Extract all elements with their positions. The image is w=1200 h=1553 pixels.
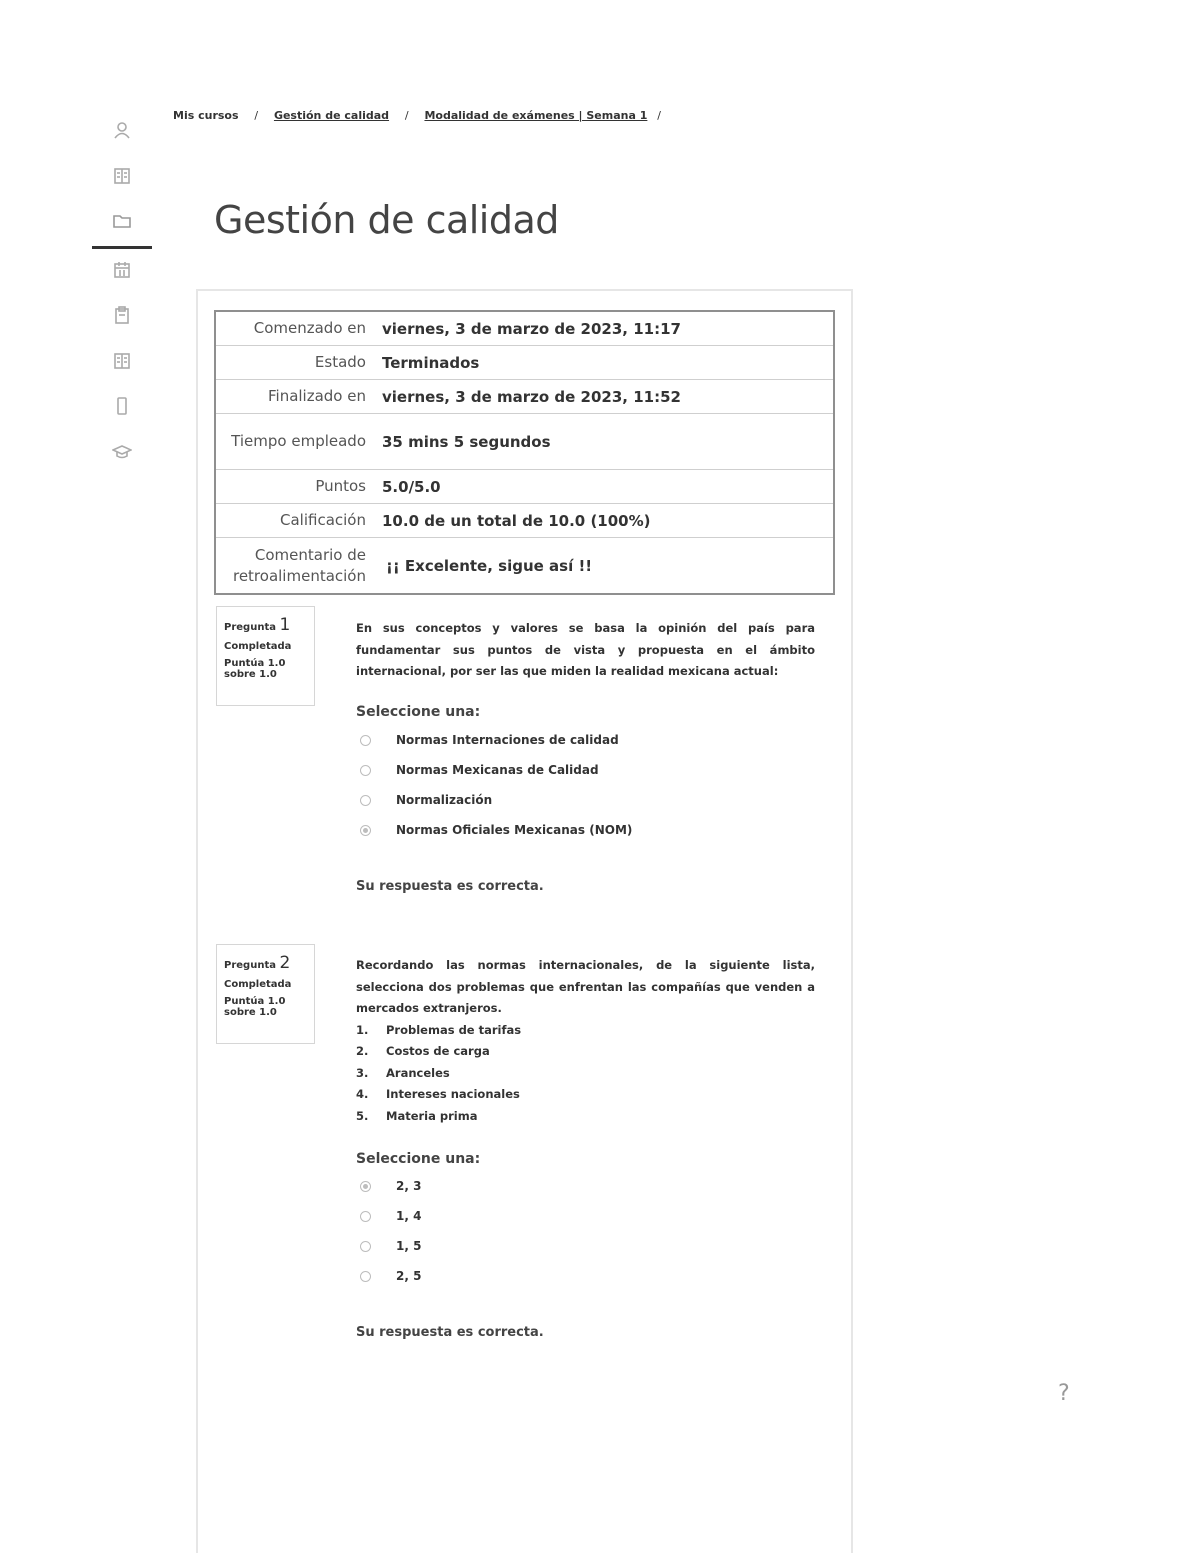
answer-options bbox=[360, 725, 632, 845]
question-label: Pregunta bbox=[224, 960, 276, 971]
breadcrumb bbox=[173, 109, 673, 122]
question-text bbox=[356, 618, 815, 683]
answer-option-label: 2, 3 bbox=[396, 1179, 422, 1193]
book-icon bbox=[112, 166, 132, 186]
answer-option[interactable] bbox=[360, 785, 632, 815]
breadcrumb-separator: / bbox=[657, 109, 661, 122]
question-label: Pregunta bbox=[224, 622, 276, 633]
answer-option-label: Normalización bbox=[396, 793, 493, 807]
summary-value: 10.0 de un total de 10.0 (100%) bbox=[378, 504, 834, 538]
breadcrumb-section-link[interactable]: Modalidad de exámenes | Semana 1 bbox=[424, 109, 648, 122]
question-score: Puntúa 1.0 sobre 1.0 bbox=[224, 996, 286, 1018]
answer-option[interactable] bbox=[360, 725, 632, 755]
question-info-box bbox=[216, 606, 315, 706]
summary-row-time-taken bbox=[215, 414, 834, 470]
answer-option[interactable] bbox=[360, 1261, 421, 1291]
files-nav-button[interactable] bbox=[92, 203, 152, 239]
help-question-icon[interactable]: ? bbox=[1058, 1381, 1070, 1406]
question-number: 1 bbox=[279, 615, 291, 635]
question-state: Completada bbox=[224, 641, 292, 652]
list-item: 3. Aranceles bbox=[356, 1065, 450, 1080]
answer-option[interactable] bbox=[360, 1231, 421, 1261]
breadcrumb-separator: / bbox=[404, 109, 409, 122]
summary-label: Comenzado en bbox=[215, 311, 378, 346]
calendar-nav-button[interactable] bbox=[92, 252, 152, 288]
question-statement: Recordando las normas internacionales, de la siguiente lista, selecciona dos problemas que enfrentan las compañías que venden a mercados extranjeros. bbox=[356, 958, 815, 1015]
summary-label: Puntos bbox=[215, 470, 378, 504]
radio-button-selected[interactable] bbox=[360, 1181, 371, 1192]
question-list bbox=[356, 1020, 815, 1128]
calendar-icon bbox=[112, 260, 132, 280]
active-nav-indicator bbox=[92, 246, 152, 249]
summary-label: Calificación bbox=[215, 504, 378, 538]
summary-row-state bbox=[215, 346, 834, 380]
list-item: 1. Problemas de tarifas bbox=[356, 1022, 522, 1037]
courses-nav-button[interactable] bbox=[92, 158, 152, 194]
answer-prompt: Seleccione una: bbox=[356, 704, 481, 720]
summary-value: 35 mins 5 segundos bbox=[378, 414, 834, 470]
answer-option[interactable] bbox=[360, 815, 632, 845]
answer-prompt: Seleccione una: bbox=[356, 1151, 481, 1167]
radio-button[interactable] bbox=[360, 735, 371, 746]
summary-row-grade bbox=[215, 504, 834, 538]
answer-feedback: Su respuesta es correcta. bbox=[356, 879, 544, 894]
answer-option-label: 2, 5 bbox=[396, 1269, 422, 1283]
radio-button[interactable] bbox=[360, 765, 371, 776]
summary-row-finished bbox=[215, 380, 834, 414]
summary-value: 5.0/5.0 bbox=[378, 470, 834, 504]
radio-button-selected[interactable] bbox=[360, 825, 371, 836]
clipboard-icon bbox=[112, 305, 132, 325]
list-item: 2. Costos de carga bbox=[356, 1044, 490, 1058]
summary-value: viernes, 3 de marzo de 2023, 11:17 bbox=[378, 311, 834, 346]
radio-button[interactable] bbox=[360, 1271, 371, 1282]
attempt-summary-table bbox=[214, 310, 835, 595]
answer-options bbox=[360, 1171, 421, 1291]
book-open-icon bbox=[112, 351, 132, 371]
breadcrumb-separator: / bbox=[254, 109, 259, 122]
radio-button[interactable] bbox=[360, 1241, 371, 1252]
radio-button[interactable] bbox=[360, 795, 371, 806]
summary-label: Tiempo empleado bbox=[215, 414, 378, 470]
question-state: Completada bbox=[224, 979, 292, 990]
list-item: 4. Intereses nacionales bbox=[356, 1087, 520, 1101]
summary-row-marks bbox=[215, 470, 834, 504]
summary-row-started bbox=[215, 311, 834, 346]
answer-feedback: Su respuesta es correcta. bbox=[356, 1325, 544, 1340]
grades-nav-button[interactable] bbox=[92, 434, 152, 470]
summary-value: viernes, 3 de marzo de 2023, 11:52 bbox=[378, 380, 834, 414]
answer-option-label: 1, 5 bbox=[396, 1239, 422, 1253]
question-info-box bbox=[216, 944, 315, 1044]
profile-nav-button[interactable] bbox=[92, 112, 152, 148]
list-item: 5. Materia prima bbox=[356, 1108, 478, 1123]
answer-option-label: Normas Oficiales Mexicanas (NOM) bbox=[396, 823, 633, 837]
summary-label: Finalizado en bbox=[215, 380, 378, 414]
summary-label: Comentario de retroalimentación bbox=[232, 545, 366, 585]
answer-option[interactable] bbox=[360, 755, 632, 785]
question-text bbox=[356, 955, 815, 1127]
tasks-nav-button[interactable] bbox=[92, 297, 152, 333]
answer-option-label: 1, 4 bbox=[396, 1209, 422, 1223]
breadcrumb-course-link[interactable]: Gestión de calidad bbox=[273, 109, 390, 122]
mobile-nav-button[interactable] bbox=[92, 388, 152, 424]
radio-button[interactable] bbox=[360, 1211, 371, 1222]
answer-option-label: Normas Internaciones de calidad bbox=[396, 733, 619, 747]
summary-row-feedback bbox=[215, 538, 834, 595]
answer-option-label: Normas Mexicanas de Calidad bbox=[396, 763, 599, 777]
library-nav-button[interactable] bbox=[92, 343, 152, 379]
summary-label: Estado bbox=[215, 346, 378, 380]
folder-icon bbox=[112, 211, 132, 231]
graduation-cap-icon bbox=[112, 442, 132, 462]
question-number: 2 bbox=[279, 953, 291, 973]
summary-value: ¡¡ Excelente, sigue así !! bbox=[386, 556, 593, 575]
question-score: Puntúa 1.0 sobre 1.0 bbox=[224, 658, 286, 680]
breadcrumb-my-courses[interactable]: Mis cursos bbox=[173, 109, 239, 122]
user-icon bbox=[112, 120, 132, 140]
summary-value: Terminados bbox=[378, 346, 834, 380]
page-title: Gestión de calidad bbox=[214, 198, 559, 242]
answer-option[interactable] bbox=[360, 1201, 421, 1231]
answer-option[interactable] bbox=[360, 1171, 421, 1201]
phone-icon bbox=[112, 396, 132, 416]
question-statement: En sus conceptos y valores se basa la opinión del país para fundamentar sus puntos de vista y propuesta en el ámbito internacional, por ser las que miden la realidad mexicana actual: bbox=[356, 621, 815, 678]
